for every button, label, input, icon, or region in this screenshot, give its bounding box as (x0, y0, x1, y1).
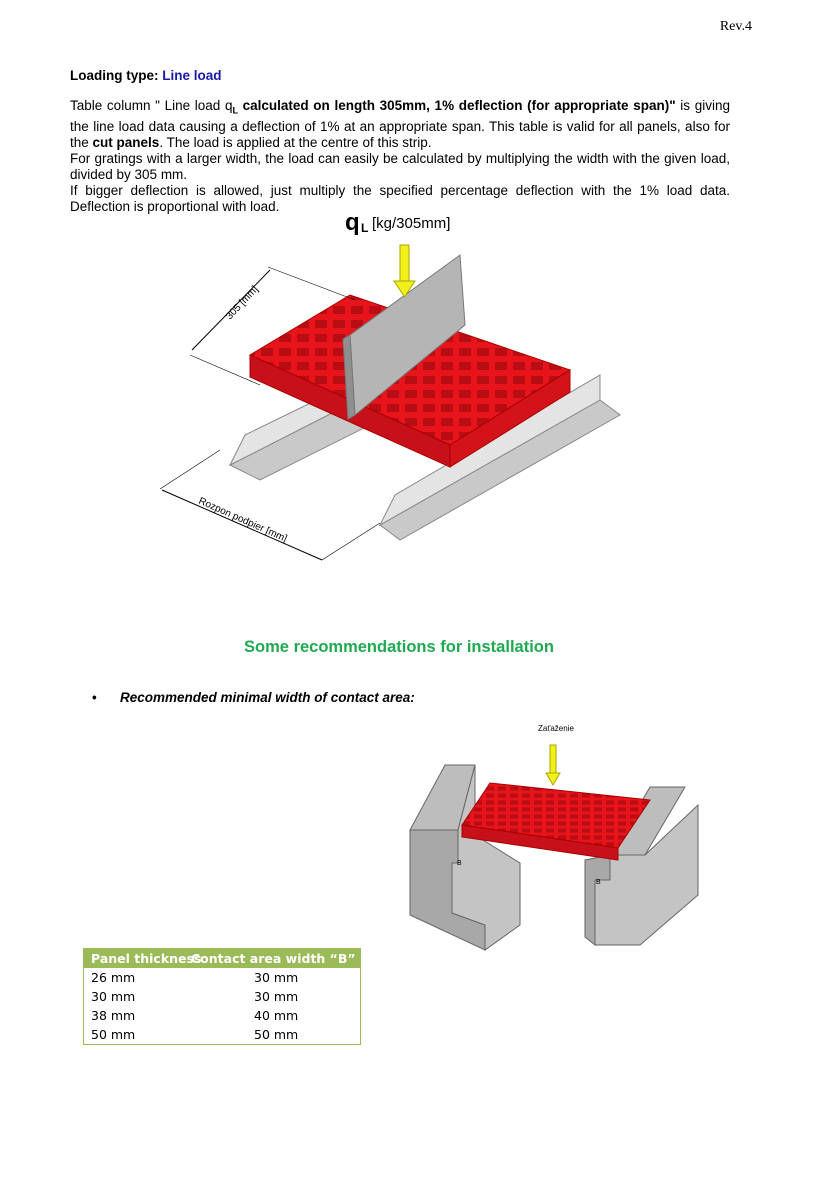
table-header-row (84, 949, 360, 968)
intro-paragraph-2: For gratings with a larger width, the load can easily be calculated by multiplying the width with the given load, divided by 305 mm. (70, 150, 730, 182)
intro-paragraph-1 (70, 98, 730, 151)
cell-thickness: 26 mm (91, 970, 136, 985)
revision-label: Rev.4 (719, 19, 752, 34)
cell-thickness: 38 mm (91, 1008, 136, 1023)
bullet-text: Recommended minimal width of contact area: (120, 690, 415, 705)
contact-load-arrow-icon (550, 745, 556, 775)
table-row (84, 1006, 360, 1025)
load-symbol-sub: L (361, 221, 369, 235)
dim-width-label: 305 [mm] (224, 284, 261, 323)
intro-paragraph-3: If bigger deflection is allowed, just multiply the specified percentage deflection with the 1% load data. Deflection is proportional with load. (70, 182, 730, 214)
contact-area-figure (400, 715, 710, 955)
loading-type-line (70, 68, 222, 83)
loading-type-label: Loading type: (70, 68, 163, 83)
bullet-dot-icon: • (92, 690, 97, 705)
table-row (84, 968, 360, 987)
cell-width: 30 mm (254, 989, 299, 1004)
intro-text (70, 98, 730, 215)
intro-p1-d: cut panels (92, 134, 160, 150)
loading-type-value: Line load (162, 68, 222, 83)
contact-load-label: Zaťaženie (538, 724, 574, 733)
cell-width: 50 mm (254, 1027, 299, 1042)
dim-span-label: Rozpon podpier [mm] (196, 495, 289, 545)
contact-width-table (83, 948, 361, 1045)
b-label-left: B (457, 860, 462, 867)
cell-width: 40 mm (254, 1008, 299, 1023)
cell-thickness: 30 mm (91, 989, 136, 1004)
load-unit: [kg/305mm] (372, 215, 451, 232)
table-row (84, 987, 360, 1006)
section-title: Some recommendations for installation (244, 638, 554, 656)
bullet-item (92, 690, 415, 705)
header-panel-thickness: Panel thickness (91, 951, 202, 966)
cell-thickness: 50 mm (91, 1027, 136, 1042)
intro-p1-e: . The load is applied at the centre of this strip. (159, 134, 432, 150)
load-symbol: q (345, 209, 360, 236)
table-row (84, 1025, 360, 1044)
intro-p1-b: calculated on length 305mm, 1% deflection (for appropriate span)" (237, 98, 676, 113)
intro-p1-c: is giving the line load data causing a deflection of 1% at an appropriate span. This table is valid for all panels, also for the (70, 98, 730, 150)
cell-width: 30 mm (254, 970, 299, 985)
intro-p1-sub: L (232, 105, 238, 116)
line-load-figure (150, 205, 630, 575)
header-contact-width: Contact area width “B” (191, 951, 356, 966)
b-label-right: B (596, 879, 601, 886)
intro-p1-a: Table column " Line load q (70, 98, 233, 113)
load-arrow-icon (400, 245, 409, 283)
